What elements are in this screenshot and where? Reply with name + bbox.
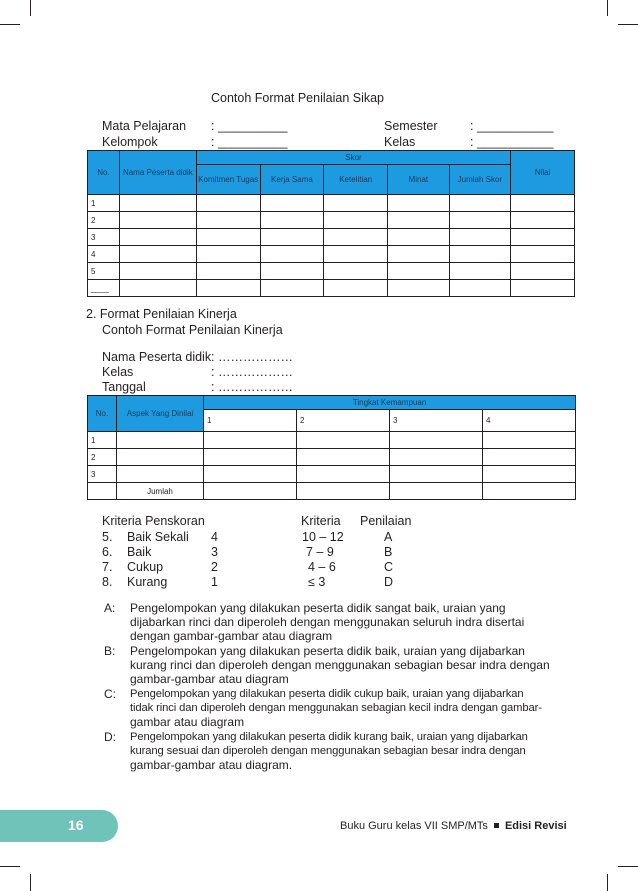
field-value-kelas2[interactable]: : ……………… [211, 365, 293, 379]
cell[interactable] [119, 246, 196, 263]
kriteria-num: 5. [102, 530, 113, 544]
cell[interactable] [390, 449, 483, 466]
header-level: 3 [390, 410, 483, 432]
cell[interactable] [483, 449, 576, 466]
field-label-semester: Semester [384, 119, 438, 133]
cell[interactable] [390, 483, 483, 500]
cell[interactable] [324, 263, 388, 280]
field-label-kelas2: Kelas [102, 365, 134, 379]
cell[interactable] [483, 466, 576, 483]
cell[interactable] [324, 280, 388, 297]
table-row [88, 212, 575, 229]
cell[interactable] [204, 483, 297, 500]
cell[interactable] [196, 280, 260, 297]
row-number: 1 [88, 432, 117, 449]
kriteria-score: 3 [211, 545, 218, 559]
cell[interactable] [449, 229, 511, 246]
kriteria-range: 10 – 12 [302, 530, 344, 544]
kriteria-name: Baik Sekali [127, 530, 189, 544]
cell[interactable] [324, 212, 388, 229]
bullet-icon [494, 823, 499, 828]
cell[interactable] [260, 212, 324, 229]
sikap-table [87, 150, 575, 297]
cell[interactable] [204, 449, 297, 466]
kriteria-score: 1 [211, 575, 218, 589]
kriteria-name: Cukup [127, 560, 164, 574]
cell[interactable] [119, 280, 196, 297]
desc-line: kurang sesuai dan diperoleh dengan menggunakan sebagian besar indra dengan [130, 745, 526, 757]
field-value-semester[interactable]: : ___________ [470, 119, 554, 133]
field-value-tanggal[interactable]: : ……………… [211, 380, 293, 394]
kriteria-grade: D [384, 575, 394, 589]
kriteria-range: ≤ 3 [308, 575, 326, 589]
desc-key: C: [104, 687, 116, 701]
header-nama: Nama Peserta didik [119, 151, 196, 195]
desc-line: Pengelompokan yang dilakukan peserta didik cukup baik, uraian yang dijabarkan [130, 688, 524, 700]
cell[interactable] [324, 195, 388, 212]
kriteria-heading: Kriteria Penskoran [102, 514, 205, 528]
header-level: 2 [297, 410, 390, 432]
cell[interactable] [297, 483, 390, 500]
cell[interactable] [388, 280, 450, 297]
row-number: 5 [88, 263, 120, 280]
cell[interactable] [260, 229, 324, 246]
table-row [88, 483, 576, 500]
cell[interactable] [260, 195, 324, 212]
row-number: 4 [88, 246, 120, 263]
edition: Edisi Revisi [504, 820, 567, 832]
cell[interactable] [119, 212, 196, 229]
desc-line: Pengelompokan yang dilakukan peserta didik baik, uraian yang dijabarkan [130, 644, 525, 658]
header-aspek: Aspek Yang Dinilai [117, 396, 204, 432]
field-label-kelas: Kelas [384, 135, 416, 149]
field-label-kelompok: Kelompok [102, 135, 158, 149]
kriteria-range: 4 – 6 [308, 560, 336, 574]
cell[interactable] [511, 229, 575, 246]
cell[interactable] [388, 246, 450, 263]
table-row [88, 263, 575, 280]
cell[interactable] [204, 432, 297, 449]
desc-line: Pengelompokan yang dilakukan peserta didik kurang baik, uraian yang dijabarkan [130, 731, 528, 743]
field-label-nama: Nama Peserta didik [102, 350, 212, 364]
header-no: No. [88, 151, 120, 195]
row-number: 3 [88, 466, 117, 483]
kriteria-grade: C [384, 560, 394, 574]
table-row [88, 246, 575, 263]
book-title: Buku Guru kelas VII SMP/MTs [340, 820, 488, 832]
kinerja-section-heading: 2. Format Penilaian Kinerja [86, 307, 237, 321]
crop-mark [30, 0, 31, 16]
cell[interactable] [324, 229, 388, 246]
kriteria-grade: A [384, 530, 393, 544]
cell[interactable] [297, 466, 390, 483]
desc-line: Pengelompokan yang dilakukan peserta didik sangat baik, uraian yang [130, 601, 506, 615]
field-value-kelas[interactable]: : ___________ [470, 135, 554, 149]
table-row [88, 280, 575, 297]
desc-key: A: [104, 601, 116, 615]
page-number: 16 [68, 817, 84, 833]
cell[interactable] [449, 263, 511, 280]
cell[interactable] [483, 483, 576, 500]
header-kerja-sama: Kerja Sama [260, 165, 324, 195]
cell[interactable] [196, 263, 260, 280]
cell[interactable] [119, 195, 196, 212]
crop-mark [0, 24, 20, 25]
cell[interactable] [511, 246, 575, 263]
desc-line: dijabarkan rinci dan diperoleh dengan menggunakan seluruh indra disertai [130, 615, 525, 629]
field-label-mapel: Mata Pelajaran [102, 119, 187, 133]
cell[interactable] [260, 280, 324, 297]
cell[interactable] [511, 212, 575, 229]
cell[interactable] [390, 466, 483, 483]
kinerja-table [87, 395, 576, 500]
cell[interactable] [324, 246, 388, 263]
penilaian-col-label: Penilaian [360, 514, 412, 528]
footer-text [340, 819, 567, 833]
row-number: 3 [88, 229, 120, 246]
kriteria-col-label: Kriteria [301, 514, 341, 528]
cell[interactable] [483, 432, 576, 449]
cell[interactable] [117, 432, 204, 449]
cell[interactable] [196, 229, 260, 246]
cell[interactable] [511, 263, 575, 280]
field-value-mapel[interactable]: : __________ [211, 119, 288, 133]
cell[interactable] [297, 432, 390, 449]
table-row [88, 229, 575, 246]
kriteria-range: 7 – 9 [306, 545, 334, 559]
kriteria-score: 4 [211, 530, 218, 544]
cell[interactable] [260, 246, 324, 263]
header-level: 4 [483, 410, 576, 432]
desc-line: kurang rinci dan diperoleh dengan menggunakan sebagian besar indra dengan [130, 658, 550, 672]
kriteria-name: Baik [127, 545, 152, 559]
field-value-kelompok[interactable]: : __________ [211, 135, 288, 149]
header-jumlah-skor: Jumlah Skor [449, 165, 511, 195]
field-value-nama[interactable]: : ……………… [211, 350, 293, 364]
row-number: ____ [88, 280, 120, 297]
cell[interactable] [390, 432, 483, 449]
cell[interactable] [204, 466, 297, 483]
cell[interactable] [449, 246, 511, 263]
crop-mark [618, 24, 638, 25]
table-row [88, 432, 576, 449]
desc-line: dengan gambar-gambar atau diagram [130, 629, 333, 643]
cell[interactable] [449, 280, 511, 297]
kriteria-num: 7. [102, 560, 113, 574]
desc-line: gambar-gambar atau diagram. [130, 758, 293, 772]
cell[interactable] [117, 449, 204, 466]
cell[interactable] [388, 195, 450, 212]
cell[interactable] [388, 229, 450, 246]
table-row [88, 466, 576, 483]
crop-mark [618, 866, 638, 867]
kriteria-grade: B [384, 545, 393, 559]
kinerja-title: Contoh Format Penilaian Kinerja [102, 323, 283, 337]
cell[interactable] [297, 449, 390, 466]
desc-line: tidak rinci dan diperoleh dengan menggunakan sebagian kecil indra dengan gambar- [130, 702, 542, 714]
sikap-title: Contoh Format Penilaian Sikap [211, 91, 385, 105]
cell[interactable] [449, 195, 511, 212]
cell[interactable] [260, 263, 324, 280]
table-row [88, 195, 575, 212]
kriteria-score: 2 [211, 560, 218, 574]
cell[interactable] [388, 263, 450, 280]
crop-mark [607, 0, 608, 16]
row-number: 2 [88, 449, 117, 466]
desc-key: B: [104, 644, 116, 658]
desc-line: gambar atau diagram [130, 715, 245, 729]
kriteria-num: 8. [102, 575, 113, 589]
cell[interactable] [196, 246, 260, 263]
cell[interactable] [117, 466, 204, 483]
row-number: 1 [88, 195, 120, 212]
header-tingkat: Tingkat Kemampuan [204, 396, 576, 410]
kriteria-num: 6. [102, 545, 113, 559]
cell[interactable] [196, 195, 260, 212]
header-nilai: Nilai [511, 151, 575, 195]
row-number: 2 [88, 212, 120, 229]
header-minat: Minat [388, 165, 450, 195]
crop-mark [607, 874, 608, 891]
jumlah-label: Jumlah [117, 483, 204, 500]
cell[interactable] [449, 212, 511, 229]
cell[interactable] [119, 229, 196, 246]
cell[interactable] [119, 263, 196, 280]
header-skor: Skor [196, 151, 510, 165]
header-no: No. [88, 396, 117, 432]
field-label-tanggal: Tanggal [102, 380, 146, 394]
desc-line: gambar-gambar atau diagram [130, 672, 289, 686]
crop-mark [30, 874, 31, 891]
page-number-tab [0, 810, 118, 842]
header-level: 1 [204, 410, 297, 432]
crop-mark [0, 866, 20, 867]
header-ketelitian: Ketelitian [324, 165, 388, 195]
cell[interactable] [511, 280, 575, 297]
cell[interactable] [196, 212, 260, 229]
desc-key: D: [104, 730, 116, 744]
header-komitmen: Komitmen Tugas [196, 165, 260, 195]
table-row [88, 449, 576, 466]
cell[interactable] [388, 212, 450, 229]
kriteria-name: Kurang [127, 575, 168, 589]
cell[interactable] [511, 195, 575, 212]
